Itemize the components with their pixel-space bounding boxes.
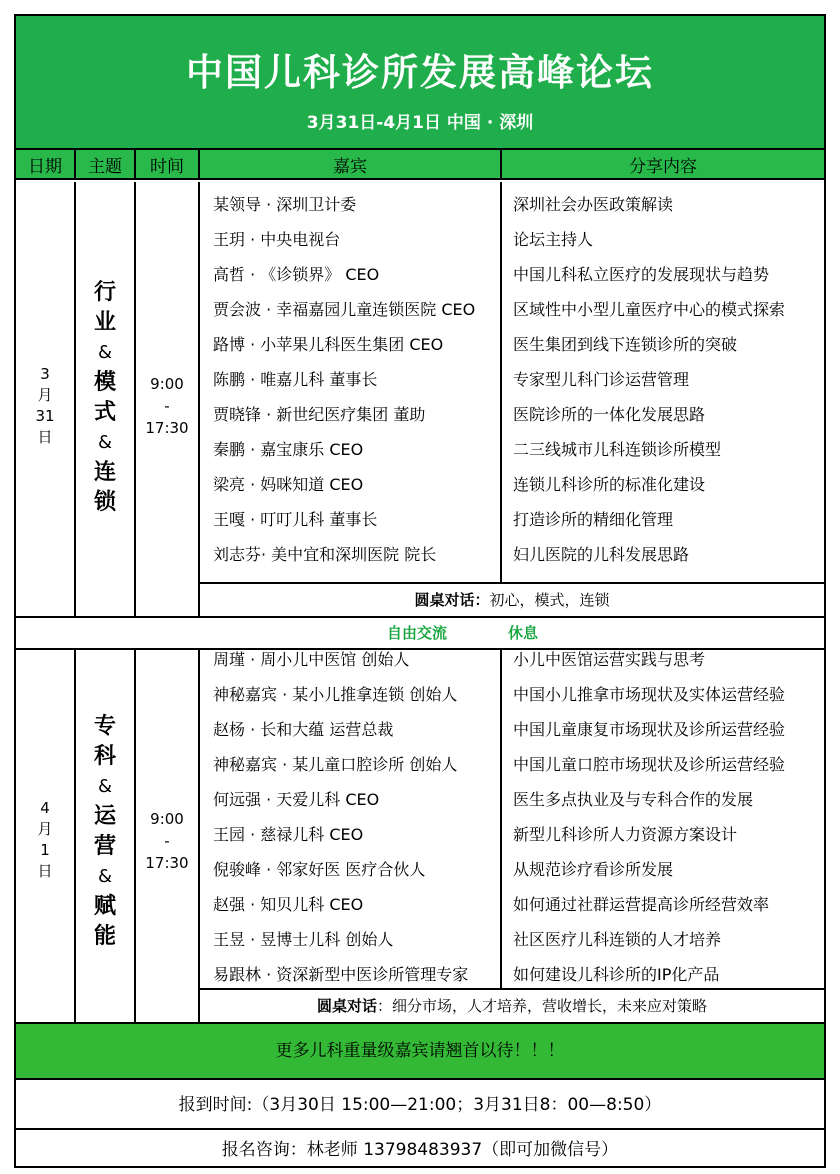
topic-cell: 从规范诊疗看诊所发展 <box>513 860 674 879</box>
guest-cell: 神秘嘉宾 · 某儿童口腔诊所 创始人 <box>213 755 458 774</box>
day1-time-part: 9:00 <box>150 375 184 393</box>
topic-cell: 社区医疗儿科连锁的人才培养 <box>513 930 722 949</box>
forum-date-location: 3月31日-4月1日 中国 · 深圳 <box>306 113 534 133</box>
roundtable-label: 圆桌对话： <box>414 591 490 609</box>
day2-theme-char: 运 <box>93 804 116 829</box>
topic-cell: 医生集团到线下连锁诊所的突破 <box>513 335 738 354</box>
guest-cell: 周瑾 · 周小儿中医馆 创始人 <box>213 650 410 669</box>
guest-cell: 王嘎 · 叮叮儿科 董事长 <box>213 510 378 529</box>
day1-roundtable <box>200 584 824 617</box>
day2-theme-char: & <box>97 866 113 887</box>
topic-cell: 连锁儿科诊所的标准化建设 <box>513 475 706 494</box>
day1-theme-char: 行 <box>93 280 116 305</box>
guest-cell: 陈鹏 · 唯嘉儿科 董事长 <box>213 370 378 389</box>
day2-time-cell <box>136 650 200 1022</box>
roundtable-text: ：细分市场，人才培养，营收增长，未来应对策略 <box>377 997 708 1015</box>
guest-cell: 何远强 · 天爱儿科 CEO <box>213 790 380 809</box>
day2-theme-cell <box>76 650 136 1022</box>
break-free-exchange: 自由交流 <box>387 624 448 642</box>
day2-time-part: - <box>164 832 170 850</box>
topic-cell: 中国儿童口腔市场现状及诊所运营经验 <box>513 755 786 774</box>
guest-cell: 赵强 · 知贝儿科 CEO <box>213 895 364 914</box>
guest-cell: 梁亮 · 妈咪知道 CEO <box>213 475 364 494</box>
day2-time-part: 17:30 <box>145 854 189 872</box>
guest-cell: 王园 · 慈禄儿科 CEO <box>213 825 364 844</box>
day2-roundtable <box>200 990 824 1023</box>
agenda-poster <box>14 14 826 1168</box>
more-guests-banner: 更多儿科重量级嘉宾请翘首以待！！！ <box>16 1022 824 1080</box>
day2-date-part: 1 <box>40 841 50 859</box>
day2-date-cell <box>16 650 76 1022</box>
guest-cell: 路博 · 小苹果儿科医生集团 CEO <box>213 335 444 354</box>
day1-time <box>136 373 198 439</box>
day1-theme-char: 业 <box>93 310 116 335</box>
topic-cell: 打造诊所的精细化管理 <box>513 510 674 529</box>
day2-time <box>136 808 198 874</box>
guest-cell: 刘志芬· 美中宜和深圳医院 院长 <box>213 545 437 564</box>
day2-theme-char: 营 <box>93 834 116 859</box>
day2-theme-char: & <box>97 776 113 797</box>
topic-cell: 区域性中小型儿童医疗中心的模式探索 <box>513 300 786 319</box>
topic-cell: 中国儿科私立医疗的发展现状与趋势 <box>513 265 770 284</box>
topic-cell: 新型儿科诊所人力资源方案设计 <box>513 825 738 844</box>
day1-time-part: 17:30 <box>145 419 189 437</box>
header-topic: 分享内容 <box>502 150 824 180</box>
day2-theme-char: 赋 <box>93 894 116 919</box>
day1-time-part: - <box>164 397 170 415</box>
day2-date-part: 4 <box>40 799 50 817</box>
day2-time-part: 9:00 <box>150 810 184 828</box>
day1-date <box>16 364 74 448</box>
registration-contact: 报名咨询：林老师 13798483937（即可加微信号） <box>221 1140 619 1160</box>
guest-cell: 贾晓锋 · 新世纪医疗集团 董助 <box>213 405 426 424</box>
title-banner <box>16 16 824 150</box>
day2-date-part: 月 <box>37 820 53 838</box>
topic-cell: 医生多点执业及与专科合作的发展 <box>513 790 754 809</box>
topic-cell: 中国小儿推拿市场现状及实体运营经验 <box>513 685 786 704</box>
topic-cell: 如何建设儿科诊所的IP化产品 <box>513 965 720 984</box>
day1-theme-char: 锁 <box>93 490 116 515</box>
day1-time-cell <box>136 182 200 616</box>
header-time: 时间 <box>136 150 200 180</box>
break-rest: 休息 <box>508 624 539 642</box>
day1-theme-char: & <box>97 432 113 453</box>
header-theme: 主题 <box>76 150 136 180</box>
day1-theme-char: & <box>97 342 113 363</box>
day2-date-part: 日 <box>37 862 53 880</box>
topic-cell: 中国儿童康复市场现状及诊所运营经验 <box>513 720 786 739</box>
topic-cell: 专家型儿科门诊运营管理 <box>513 370 690 389</box>
header-date: 日期 <box>16 150 76 180</box>
day1-theme-char: 模 <box>93 370 116 395</box>
day1-theme <box>76 278 134 518</box>
day2-theme-char: 科 <box>93 744 116 769</box>
guest-cell: 高哲 · 《诊锁界》 CEO <box>213 265 380 284</box>
topic-cell: 妇儿医院的儿科发展思路 <box>513 545 690 564</box>
day2-theme-char: 能 <box>93 924 116 949</box>
day2-theme <box>76 712 134 952</box>
topic-cell: 小儿中医馆运营实践与思考 <box>513 650 706 669</box>
guest-cell: 某领导 · 深圳卫计委 <box>213 195 357 214</box>
roundtable-label: 圆桌对话 <box>316 997 377 1015</box>
guest-cell: 王玥 · 中央电视台 <box>213 230 341 249</box>
day2-theme-char: 专 <box>93 714 116 739</box>
checkin-time: 报到时间:（3月30日 15:00—21:00；3月31日8：00—8:50） <box>16 1080 824 1130</box>
day1-date-part: 月 <box>37 386 53 404</box>
header-guest: 嘉宾 <box>200 150 502 180</box>
topic-cell: 如何通过社群运营提高诊所经营效率 <box>513 895 770 914</box>
topic-cell: 医院诊所的一体化发展思路 <box>513 405 706 424</box>
forum-title: 中国儿科诊所发展高峰论坛 <box>186 51 654 94</box>
topic-cell: 论坛主持人 <box>513 230 594 249</box>
topic-cell: 深圳社会办医政策解读 <box>513 195 674 214</box>
day1-theme-char: 连 <box>93 460 116 485</box>
day1-date-part: 日 <box>37 428 53 446</box>
day1-theme-char: 式 <box>93 400 116 425</box>
day1-date-part: 3 <box>40 365 50 383</box>
day1-date-part: 31 <box>35 407 55 425</box>
guest-cell: 赵杨 · 长和大蕴 运营总裁 <box>213 720 394 739</box>
roundtable-text: 初心，模式，连锁 <box>489 591 610 609</box>
guest-cell: 王昱 · 昱博士儿科 创始人 <box>213 930 394 949</box>
guest-cell: 神秘嘉宾 · 某小儿推拿连锁 创始人 <box>213 685 458 704</box>
day1-theme-cell <box>76 182 136 616</box>
topic-cell: 二三线城市儿科连锁诊所模型 <box>513 440 722 459</box>
guest-cell: 秦鹏 · 嘉宝康乐 CEO <box>213 440 364 459</box>
day2-date <box>16 798 74 882</box>
guest-cell: 易跟林 · 资深新型中医诊所管理专家 <box>213 965 469 984</box>
day1-date-cell <box>16 182 76 616</box>
guest-cell: 倪骏峰 · 邻家好医 医疗合伙人 <box>213 860 426 879</box>
guest-cell: 贾会波 · 幸福嘉园儿童连锁医院 CEO <box>213 300 476 319</box>
